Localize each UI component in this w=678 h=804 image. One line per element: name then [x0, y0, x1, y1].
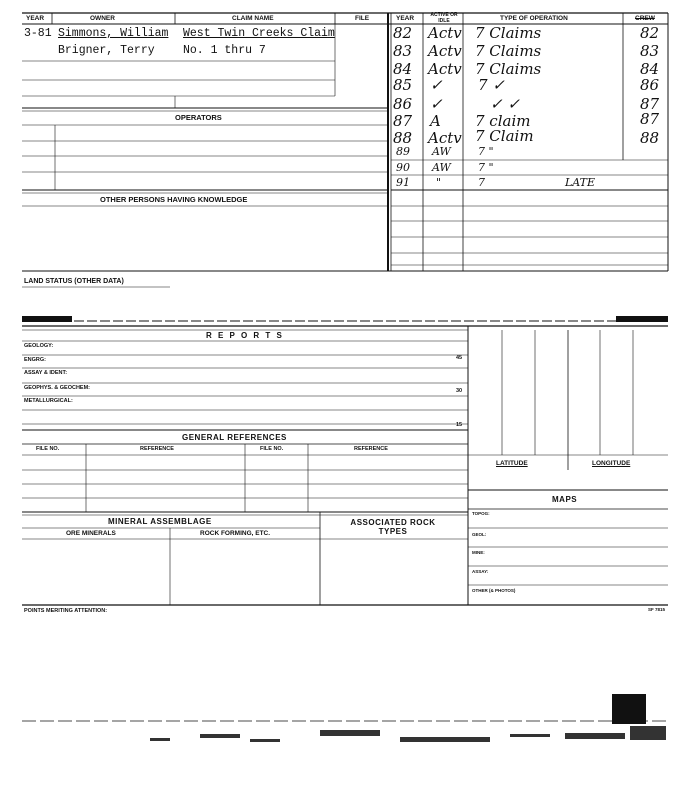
- report-row-number: 15: [456, 422, 463, 428]
- report-row-label: GEOLOGY:: [24, 343, 54, 349]
- rock-forming-header: ROCK FORMING, ETC.: [200, 530, 271, 537]
- reports-heading: R E P O R T S: [206, 331, 284, 340]
- ref-reference-header: REFERENCE: [140, 446, 174, 452]
- log-row-type: ✓ ✓: [490, 95, 520, 113]
- log-row-year: 88: [393, 129, 413, 147]
- log-row-status: Actv: [428, 129, 462, 147]
- log-row-type: 7 Claims: [475, 24, 542, 42]
- header-active-or-idle: ACTIVE OR IDLE: [430, 12, 458, 24]
- log-row-year: 83: [393, 42, 413, 60]
- log-row-year: 86: [393, 95, 413, 113]
- maps-row-geol: GEOL:: [472, 532, 487, 537]
- ore-minerals-header: ORE MINERALS: [66, 530, 116, 537]
- log-row-type: 7 Claims: [475, 42, 542, 60]
- header-claim-name: CLAIM NAME: [232, 15, 274, 22]
- ref-file-no-header: FILE NO.: [36, 446, 60, 452]
- header-file: FILE: [355, 15, 370, 22]
- log-row-crew: 84: [640, 60, 660, 78]
- maps-row-topog: TOPOG:: [472, 511, 490, 516]
- report-row-label: ENGRG:: [24, 357, 46, 363]
- header-owner: OWNER: [90, 15, 115, 22]
- maps-row-other: OTHER (& PHOTOS): [472, 588, 516, 593]
- ref-file-no2-header: FILE NO.: [260, 446, 284, 452]
- log-row-status: Actv: [428, 42, 462, 60]
- owner-entry-1-year: 3-81: [24, 27, 52, 40]
- log-row-status: ✓: [430, 76, 443, 94]
- owner-entry-1-owner: Simmons, William: [58, 27, 169, 40]
- maps-row-assay: ASSAY:: [472, 569, 489, 574]
- longitude-label: LONGITUDE: [592, 460, 631, 467]
- points-meriting-attention-label: POINTS MERITING ATTENTION:: [24, 608, 108, 614]
- ref-reference2-header: REFERENCE: [354, 446, 388, 452]
- associated-rock-types-heading: ASSOCIATED ROCK TYPES: [350, 518, 436, 537]
- log-row-note: LATE: [565, 176, 596, 189]
- log-row-crew: 86: [640, 76, 660, 94]
- report-row-number: 45: [456, 355, 463, 361]
- log-row-crew: 83: [640, 42, 660, 60]
- land-status-heading: LAND STATUS (OTHER DATA): [24, 278, 124, 285]
- header-year: YEAR: [26, 15, 45, 22]
- log-row-year: 85: [393, 76, 413, 94]
- header-year-log: YEAR: [396, 15, 415, 22]
- log-row-crew: 87: [640, 110, 660, 128]
- log-row-year: 84: [393, 60, 413, 78]
- log-row-crew: 87: [640, 95, 660, 113]
- report-row-label: METALLURGICAL:: [24, 398, 73, 404]
- log-row-type: 7 claim: [475, 112, 531, 130]
- report-row-number: 30: [456, 388, 463, 394]
- log-row-type: 7 ": [478, 145, 494, 158]
- log-row-year: 87: [393, 112, 413, 130]
- log-row-type: 7 ": [478, 161, 494, 174]
- log-row-year: 91: [396, 176, 410, 189]
- log-row-status: AW: [432, 145, 451, 158]
- log-row-status: ✓: [430, 95, 443, 113]
- log-row-crew: 88: [640, 129, 660, 147]
- owner-entry-2-claim: No. 1 thru 7: [183, 44, 266, 57]
- mineral-assemblage-heading: MINERAL ASSEMBLAGE: [108, 517, 212, 526]
- log-row-year: 89: [396, 145, 410, 158]
- report-row-label: GEOPHYS. & GEOCHEM:: [24, 385, 91, 391]
- maps-heading: MAPS: [552, 495, 578, 504]
- log-row-year: 82: [393, 24, 413, 42]
- log-row-type: 7: [478, 176, 485, 189]
- log-row-status: Actv: [428, 24, 462, 42]
- log-row-type: 7 ✓: [478, 76, 505, 94]
- form-number: SF 7815: [648, 607, 666, 612]
- log-row-status: AW: [432, 161, 451, 174]
- header-crew: CREW: [635, 15, 655, 22]
- maps-row-mine: MINE:: [472, 550, 485, 555]
- log-row-type: 7 Claims: [475, 60, 542, 78]
- owner-entry-2-owner: Brigner, Terry: [58, 44, 155, 57]
- owner-entry-1-claim: West Twin Creeks Claim: [183, 27, 335, 40]
- latitude-label: LATITUDE: [496, 460, 528, 467]
- log-row-type: 7 Claim: [475, 127, 534, 145]
- report-row-label: ASSAY & IDENT:: [24, 370, 68, 376]
- log-row-status: Actv: [428, 60, 462, 78]
- operators-heading: OPERATORS: [175, 113, 222, 122]
- log-row-status: A: [430, 112, 441, 130]
- other-persons-heading: OTHER PERSONS HAVING KNOWLEDGE: [100, 195, 248, 204]
- log-row-status: ": [436, 176, 442, 189]
- log-row-crew: 82: [640, 24, 660, 42]
- log-row-year: 90: [396, 161, 410, 174]
- general-references-heading: GENERAL REFERENCES: [182, 433, 287, 442]
- header-type-of-operation: TYPE OF OPERATION: [500, 15, 568, 22]
